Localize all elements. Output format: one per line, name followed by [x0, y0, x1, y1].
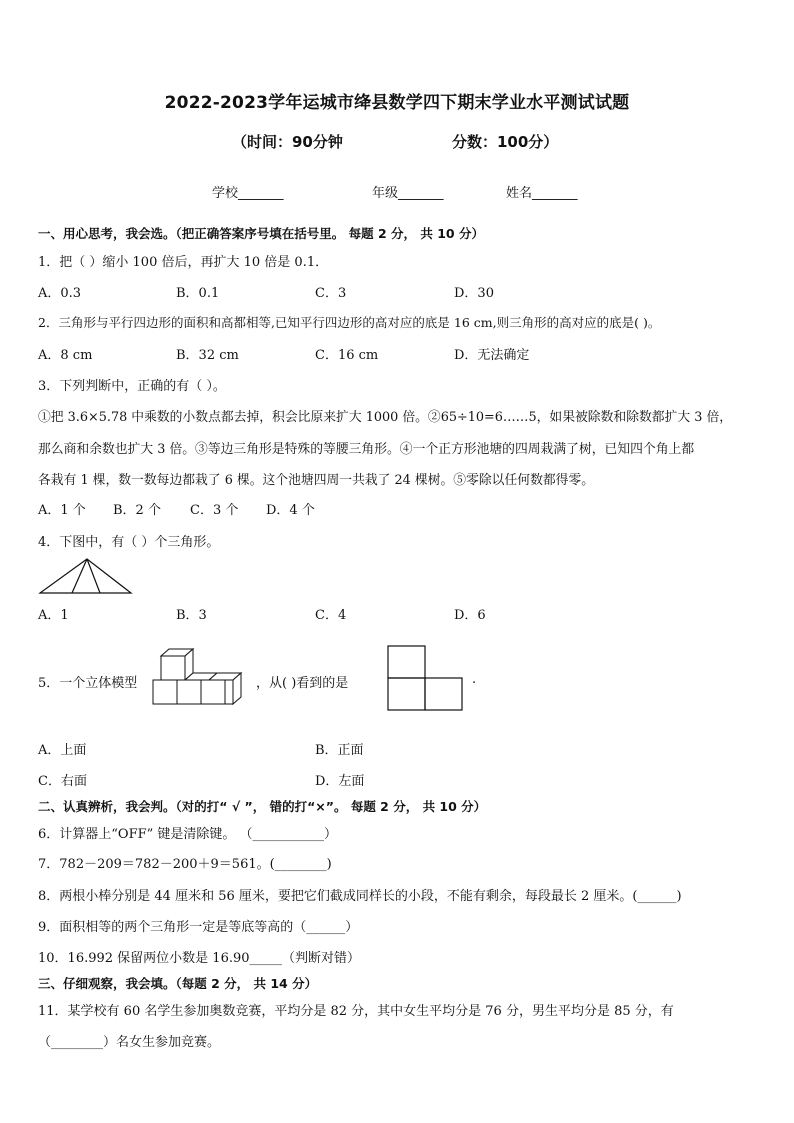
q5-option-a: A．上面	[38, 743, 87, 758]
q3-option-a: A．1 个	[38, 503, 86, 518]
question-9: 9．面积相等的两个三角形一定是等底等高的（______）	[38, 920, 359, 935]
q5-option-b: B．正面	[315, 743, 364, 758]
q3-option-b: B．2 个	[113, 503, 161, 518]
section-3-heading: 三、仔细观察，我会填。（每题 2 分， 共 14 分）	[38, 976, 318, 991]
q3-option-d: D．4 个	[266, 503, 315, 518]
q2-option-d: D．无法确定	[454, 348, 530, 363]
cube-model-figure	[150, 646, 244, 714]
q3-option-c: C．3 个	[190, 503, 239, 518]
q2-option-c: C．16 cm	[315, 348, 379, 363]
question-5-middle: ，从( )看到的是	[256, 676, 349, 691]
question-11-line-2: （________）名女生参加竞赛。	[38, 1035, 221, 1050]
q4-option-a: A．1	[38, 608, 69, 623]
question-5-prefix: 5．一个立体模型	[38, 676, 138, 691]
grade-field: 年级_______	[372, 186, 444, 201]
exam-time: （时间：90分钟	[232, 133, 343, 151]
question-1: 1．把（ ）缩小 100 倍后，再扩大 10 倍是 0.1．	[38, 255, 329, 270]
question-6: 6．计算器上“OFF” 键是清除键。 （___________）	[38, 827, 338, 842]
q5-option-d: D．左面	[315, 774, 365, 789]
question-5-suffix: .	[472, 672, 477, 687]
question-3-statements-line-3: 各栽有 1 棵，数一数每边都栽了 6 棵。这个池塘四周一共栽了 24 棵树。⑤零除以任何数都得零。	[38, 473, 595, 488]
question-2: 2．三角形与平行四边形的面积和高都相等,已知平行四边形的高对应的底是 16 cm,则三角形的高对应的底是( )。	[38, 315, 661, 330]
view-shape-figure	[387, 645, 463, 711]
question-4: 4．下图中，有（ ）个三角形。	[38, 535, 220, 550]
question-7: 7．782－209＝782－200＋9＝561。(________)	[38, 857, 332, 872]
question-3-statements-line-1: ①把 3.6×5.78 中乘数的小数点都去掉，积会比原来扩大 1000 倍。②65÷10=6……5，如果被除数和除数都扩大 3 倍，	[38, 410, 733, 425]
q2-option-a: A．8 cm	[38, 348, 93, 363]
name-field: 姓名_______	[506, 186, 578, 201]
q4-option-c: C．4	[315, 608, 347, 623]
q1-option-b: B．0.1	[176, 286, 220, 301]
q4-option-b: B．3	[176, 608, 207, 623]
question-8: 8．两根小棒分别是 44 厘米和 56 厘米，要把它们截成同样长的小段，不能有剩余，每段最长 2 厘米。(______)	[38, 889, 682, 904]
question-3: 3．下列判断中，正确的有（ ）。	[38, 379, 226, 394]
q5-option-c: C．右面	[38, 774, 87, 789]
q1-option-d: D．30	[454, 286, 494, 301]
question-11-line-1: 11．某学校有 60 名学生参加奥数竞赛，平均分是 82 分，其中女生平均分是 76 分，男生平均分是 85 分，有	[38, 1004, 674, 1019]
page-title: 2022-2023学年运城市绛县数学四下期末学业水平测试试题	[164, 93, 630, 113]
school-field: 学校_______	[212, 186, 284, 201]
q4-option-d: D．6	[454, 608, 486, 623]
q2-option-b: B．32 cm	[176, 348, 239, 363]
q1-option-c: C．3	[315, 286, 347, 301]
section-2-heading: 二、认真辨析，我会判。（对的打“ √ ”， 错的打“×”。 每题 2 分， 共 10 分）	[38, 799, 487, 814]
triangle-figure	[38, 556, 134, 596]
section-1-heading: 一、用心思考，我会选。（把正确答案序号填在括号里。 每题 2 分， 共 10 分）	[38, 226, 484, 241]
q1-option-a: A．0.3	[38, 286, 82, 301]
exam-score: 分数：100分）	[452, 133, 559, 151]
question-10: 10．16.992 保留两位小数是 16.90_____（判断对错）	[38, 951, 361, 966]
question-3-statements-line-2: 那么商和余数也扩大 3 倍。③等边三角形是特殊的等腰三角形。④一个正方形池塘的四周栽满了树，已知四个角上都	[38, 442, 695, 457]
